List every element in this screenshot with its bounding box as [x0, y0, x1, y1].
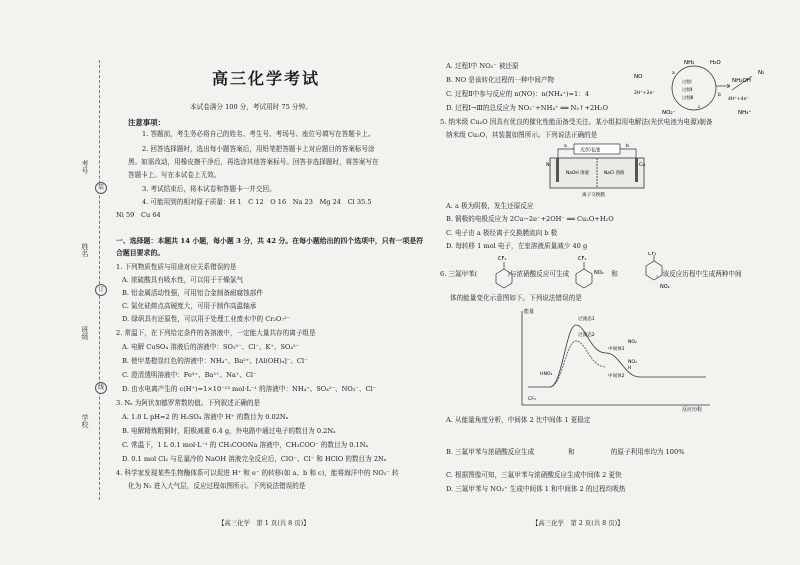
- ts1-label: 过渡态1: [578, 317, 595, 322]
- section-heading-cont: 合题目要求的。: [116, 249, 165, 257]
- cycle-ring: [672, 66, 716, 110]
- cf3-label: CF₃: [648, 252, 657, 257]
- label-nh4: NH₄⁺: [738, 110, 752, 116]
- int2-no2-label: NO₂: [628, 360, 637, 365]
- binding-ring-1: 装: [95, 182, 107, 194]
- hno3-label: HNO₃: [540, 372, 553, 377]
- exam-title: 高三化学考试: [212, 69, 321, 88]
- question-option: A. 过程Ⅰ中 NO₂⁻ 被还原: [446, 62, 519, 70]
- question-5-stem: 5. 纳米级 Cu₂O 因具有优良的催化性能而备受关注。某小组拟用电解法(光伏电池为电源)制备: [440, 118, 713, 126]
- left-column: [112, 0, 434, 565]
- q6-stem-part: 和: [611, 270, 618, 278]
- question-option: A. 电解 CuSO₄ 溶液后的溶液中：SO₃²⁻、Cl⁻、K⁺、SO₄²⁻: [122, 343, 300, 351]
- right-solution-label: NaCl 溶液: [604, 171, 625, 176]
- int2-label: 中间体2: [608, 374, 625, 379]
- question-option: D. 由水电离产生的 c(H⁺)=1×10⁻¹³ mol·L⁻¹ 的溶液中：NH₄⁺、SO₄²⁻、NO₃⁻、Cl⁻: [122, 385, 377, 393]
- question-4-stem: 4. 科学家发现某些生物酶体系可以促进 H⁺ 和 e⁻ 的转移(如 a、b 和 c)，能将海洋中的 NO₂⁻ 转: [116, 469, 399, 477]
- question-option: C. 根据图像可知，三氟甲苯与浓硝酸反应生成中间体 2 更快: [446, 471, 622, 479]
- note-line: 4. 可能用到的相对原子质量：H 1 C 12 O 16 Na 23 Mg 24 Cl 35.5: [142, 198, 372, 206]
- no2-label: NO₂: [594, 270, 604, 276]
- ts2-label: 过渡态2: [578, 333, 595, 338]
- question-3-stem: 3. Nₐ 为阿伏加德罗常数的值。下列叙述正确的是: [116, 399, 261, 407]
- margin-label-class: 班级: [81, 326, 89, 340]
- question-option: B. 铝金属活动性强，可用铝合金制备耐腐蚀部件: [122, 289, 263, 297]
- question-option: D. 过程Ⅰ→Ⅲ的总反应为 NO₂⁻+NH₄⁺ ══ N₂↑+2H₂O: [446, 104, 609, 112]
- cf3-label: CF₃: [578, 256, 587, 262]
- label-no2: NO₂⁻: [662, 110, 676, 116]
- question-option: C. 电子由 a 极经离子交换膜流向 b 极: [446, 229, 558, 237]
- ni-label: Ni: [546, 163, 551, 168]
- cu-label: Cu: [639, 163, 646, 168]
- question-option: [446, 448, 684, 457]
- int1-no2-label: NO₂: [628, 340, 637, 345]
- question-option: B. 使甲基橙显红色的溶液中：NH₄⁺、Ba²⁺、[Al(OH)₄]⁻、Cl⁻: [122, 357, 308, 365]
- question-option: C. 过程Ⅱ中参与反应的 n(NO)：n(NH₄⁺)=1：4: [446, 90, 590, 98]
- label-process-2: 过程Ⅱ: [682, 87, 693, 92]
- page-footer: 【高三化学 第 2 页(共 8 页)】: [532, 519, 624, 527]
- y-axis-label: 能量: [524, 309, 535, 315]
- no2-label: NO₂: [660, 284, 670, 290]
- x-axis-label: 反应历程: [682, 407, 703, 413]
- question-4-stem-cont: 化为 N₂ 进入大气层，反应过程如图所示。下列说法错误的是: [128, 482, 306, 490]
- question-option: D. 三氟甲苯与 NO₂⁺ 生成中间体 1 和中间体 2 的过程均吸热: [446, 485, 626, 493]
- note-line: 黑。如需改动，用橡皮擦干净后，再选涂其他答案标号。回答非选择题时，将答案写在: [128, 158, 379, 166]
- question-option: A. 从能量角度分析，中间体 2 比中间体 1 更稳定: [446, 416, 591, 424]
- enzyme-cycle-diagram: [632, 56, 782, 118]
- note-line: 3. 考试结束后，将本试卷和答题卡一并交回。: [142, 185, 276, 193]
- page-footer: 【高三化学 第 1 页(共 8 页)】: [218, 519, 310, 527]
- membrane-label: 离子交换膜: [582, 193, 605, 198]
- note-line: Ni 59 Cu 64: [116, 211, 161, 219]
- benzene-ring: [496, 269, 512, 288]
- label-4h: 4H⁺+4e⁻: [728, 97, 749, 102]
- question-option: B. 铜极的电极反应为 2Cu−2e⁻+2OH⁻ ══ Cu₂O+H₂O: [446, 215, 614, 223]
- label-nh2oh: NH₂OH: [732, 78, 751, 84]
- right-column: [436, 0, 786, 565]
- cf3-label: CF₃: [498, 256, 507, 262]
- label-b: b: [718, 93, 721, 98]
- margin-label-name: 姓名: [81, 243, 89, 257]
- q6-stem-part: ，该反应历程中生成两种中间: [655, 270, 742, 278]
- question-option: C. 澄清透明溶液中：Fe³⁺、Ba²⁺、Na⁺、Cl⁻: [122, 371, 257, 379]
- label-nh2: NH₂: [684, 60, 695, 66]
- cu-electrode: [635, 158, 638, 182]
- label-2h: 2H⁺+2e⁻: [634, 91, 655, 96]
- question-6-stem-cont: 体的能量变化示意图如下。下列说法错误的是: [450, 294, 582, 302]
- question-option: B. 电解精炼粗铜时，阳极减重 6.4 g，外电路中通过电子的数目为 0.2Nₐ: [122, 427, 336, 435]
- label-a: a: [672, 71, 675, 76]
- left-solution-label: NaOH 溶液: [566, 171, 589, 176]
- label-process-1: 过程Ⅰ: [682, 79, 692, 84]
- cut-line: [99, 60, 100, 500]
- notes-heading: 注意事项：: [128, 118, 165, 127]
- q6-stem-part: 6. 三氟甲苯(: [440, 270, 478, 278]
- question-option: A. 浓硫酸具有吸水性，可以用于干燥氯气: [122, 276, 244, 284]
- benzene-ring: [576, 269, 592, 288]
- question-2-stem: 2. 常温下，在下列给定条件的各溶液中，一定能大量共存的离子组是: [116, 329, 316, 337]
- ni-electrode: [556, 158, 559, 182]
- pv-cell-label: 光伏电池: [580, 147, 601, 154]
- question-option: B. NO 是该转化过程的一种中间产物: [446, 76, 555, 84]
- question-5-stem-cont: 纳米级 Cu₂O，其装置如图所示。下列说法正确的是: [446, 131, 598, 139]
- margin-label-school: 学校: [81, 414, 89, 428]
- q6-stem-part: )与浓硝酸反应可生成: [507, 270, 570, 278]
- binding-ring-3: 线: [95, 382, 107, 394]
- question-option: C. 氮化硅熔点高硬度大，可用于制作高温轴承: [122, 302, 257, 310]
- electrolysis-cell-diagram: [546, 142, 650, 198]
- question-option: D. 0.1 mol Cl₂ 与足量冷的 NaOH 溶液完全反应后，ClO⁻、Cl⁻ 和 HClO 的数目为 2Nₐ: [122, 455, 387, 463]
- binding-margin: [0, 0, 112, 565]
- label-n2: N₂: [758, 70, 765, 76]
- note-line: 1. 答题前，考生务必将自己的姓名、考生号、考场号、座位号填写在答题卡上。: [142, 130, 375, 138]
- note-line: 答题卡上。写在本试卷上无效。: [128, 171, 221, 179]
- label-no: NO: [634, 74, 643, 80]
- label-process-3: 过程Ⅲ: [682, 95, 694, 100]
- note-line: 2. 回答选择题时，选出每小题答案后，用铅笔把答题卡上对应题目的答案标号涂: [142, 145, 375, 153]
- question-option: A. 1.0 L pH=2 的 H₂SO₄ 溶液中 H⁺ 的数目为 0.02Nₐ: [122, 413, 289, 421]
- int2-h-label: H: [628, 366, 632, 371]
- section-heading: 一、选择题：本题共 14 小题，每小题 3 分，共 42 分。在每小题给出的四个选项中，只有一项是符: [116, 237, 424, 245]
- benzene-ring: [646, 261, 662, 280]
- pole-b-label: b: [626, 144, 629, 149]
- margin-label-exam-number: 考号: [81, 160, 89, 174]
- exam-subtitle: 本试卷满分 100 分，考试用时 75 分钟。: [190, 103, 312, 111]
- label-c: c: [698, 105, 701, 110]
- q6-option-b-part: B. 三氟甲苯与浓硝酸反应生成: [446, 448, 535, 456]
- binding-ring-2: 订: [95, 284, 107, 296]
- pole-a-label: a: [564, 144, 567, 149]
- question-option: A. a 极为阴极，发生还原反应: [446, 202, 534, 210]
- q6-option-b-part: 和: [568, 448, 575, 456]
- energy-profile-diagram: [510, 305, 720, 413]
- q6-option-b-part: 的原子利用率均为 100%: [610, 448, 685, 456]
- label-h2o: H₂O: [710, 60, 721, 66]
- question-option: D. 绿矾具有还原性，可以用于处理工业废水中的 Cr₂O₇²⁻: [122, 315, 291, 323]
- q6-stem-structures: [484, 252, 684, 292]
- question-option: C. 常温下，1 L 0.1 mol·L⁻¹ 的 CH₃COONa 溶液中，CH₃COO⁻ 的数目为 0.1Nₐ: [122, 441, 369, 449]
- question-option: D. 每转移 1 mol 电子，左室溶液质量减少 40 g: [446, 242, 588, 250]
- pathway-2: [550, 341, 606, 387]
- int1-label: 中间体1: [608, 347, 625, 352]
- question-1-stem: 1. 下列物质性质与用途对应关系错误的是: [116, 263, 237, 271]
- reactant-cf3-label: CF₃: [528, 397, 536, 402]
